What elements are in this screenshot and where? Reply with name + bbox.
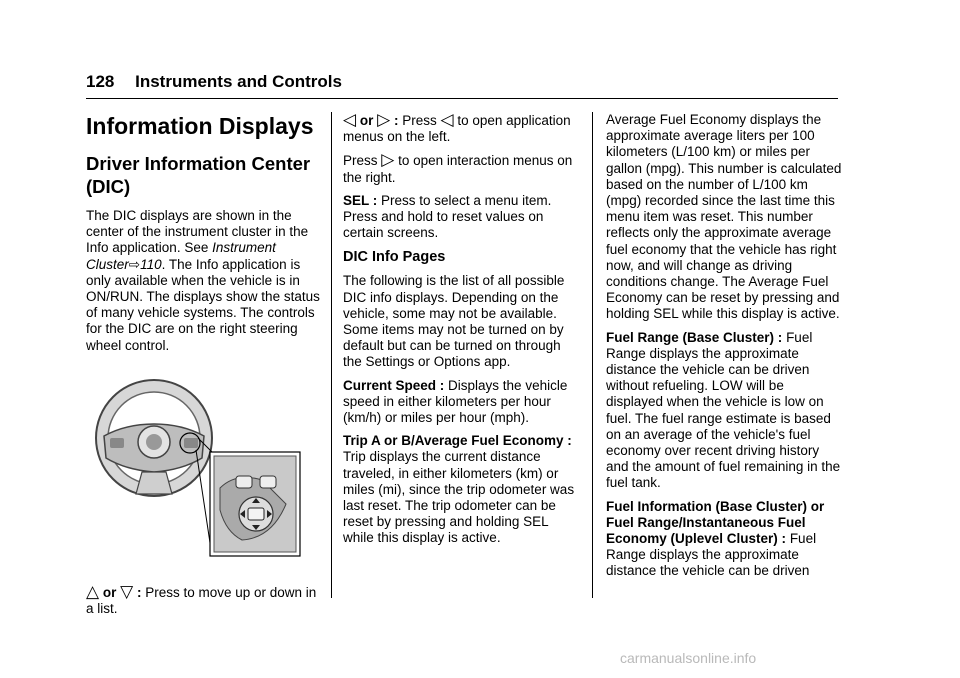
dic-info-pages-heading: DIC Info Pages	[343, 249, 446, 266]
column-divider-1	[331, 112, 332, 598]
section-title: Instruments and Controls	[135, 72, 342, 91]
steering-wheel-icon	[96, 380, 212, 496]
left-arrow-icon: ◁	[343, 110, 357, 129]
average-fuel-economy-paragraph: Average Fuel Economy displays the approximate average liters per 100 kilometers (L/100 km) or miles per gallon (mpg). This number is calculated based on the number of L/100 km (mpg) recorded since the last time this menu item was reset. This number reflects only the approximate average fuel economy that the vehicle has right now, and will change as driving conditions change. The Average Fuel Economy can be reset by pressing and holding SEL while this display is active.	[606, 112, 842, 322]
column-1	[86, 112, 322, 624]
dic-intro-paragraph: The DIC displays are shown in the center of the instrument cluster in the Info application. See Instrument Cluster⇨110. The Info application is only available when the vehicle is in ON/RUN. The displays show the status of many vehicle systems. The controls for the DIC are on the right steering wheel control.	[86, 208, 320, 353]
section-heading: Information Displays	[86, 113, 314, 139]
trip-paragraph: Trip A or B/Average Fuel Economy : Trip displays the current distance traveled, in either kilometers (km) or miles (mi), since the trip odometer was last reset. The trip odometer can be reset by pressing and holding SEL while this display is active.	[343, 433, 575, 546]
page-ref[interactable]: 110	[140, 256, 162, 272]
steering-wheel-controls-inset	[210, 452, 300, 556]
down-arrow-icon: ▽	[120, 581, 134, 601]
page-ref-arrow-icon: ⇨	[128, 256, 141, 272]
up-down-paragraph: △ or ▽ : Press to move up or down in a list.	[86, 581, 317, 617]
current-speed-paragraph: Current Speed : Displays the vehicle speed in either kilometers per hour (km/h) or miles per hour (mph).	[343, 377, 568, 426]
right-arrow-icon: ▷	[377, 110, 391, 129]
left-arrow-icon: ◁	[440, 110, 454, 129]
left-right-paragraph: ◁ or ▷ : Press ◁ to open application menus on the left.	[343, 110, 571, 145]
steering-wheel-illustration	[86, 376, 308, 572]
right-interaction-paragraph: Press ▷ to open interaction menus on the right.	[343, 150, 573, 185]
page-number: 128	[86, 72, 115, 91]
fuel-range-paragraph: Fuel Range (Base Cluster) : Fuel Range displays the approximate distance the vehicle can be driven without refueling. LOW will be displayed when the vehicle is low on fuel. The fuel range estimate is based on an average of the vehicle's fuel economy over recent driving history and the amount of fuel remaining in the fuel tank.	[606, 329, 841, 491]
instrument-cluster-link[interactable]: Instrument Cluster	[86, 240, 276, 272]
subsection-heading: Driver Information Center (DIC)	[86, 153, 311, 197]
column-2	[343, 112, 581, 554]
fuel-information-paragraph: Fuel Information (Base Cluster) or Fuel Range/Instantaneous Fuel Economy (Uplevel Cluster) : Fuel Range displays the approximate distance the vehicle can be driven	[606, 498, 825, 579]
right-arrow-icon: ▷	[381, 150, 395, 170]
watermark: carmanualsonline.info	[620, 650, 757, 666]
page-header	[86, 72, 342, 92]
header-rule	[86, 98, 838, 99]
column-divider-2	[592, 112, 593, 598]
up-arrow-icon: △	[86, 581, 100, 601]
info-list-paragraph: The following is the list of all possible DIC info displays. Depending on the vehicle, some may not be available. Some items may not be turned on by default but can be turned on through the Settings or Options app.	[343, 273, 565, 370]
column-3	[606, 112, 842, 587]
sel-paragraph: SEL : Press to select a menu item. Press and hold to reset values on certain screens.	[343, 192, 552, 241]
